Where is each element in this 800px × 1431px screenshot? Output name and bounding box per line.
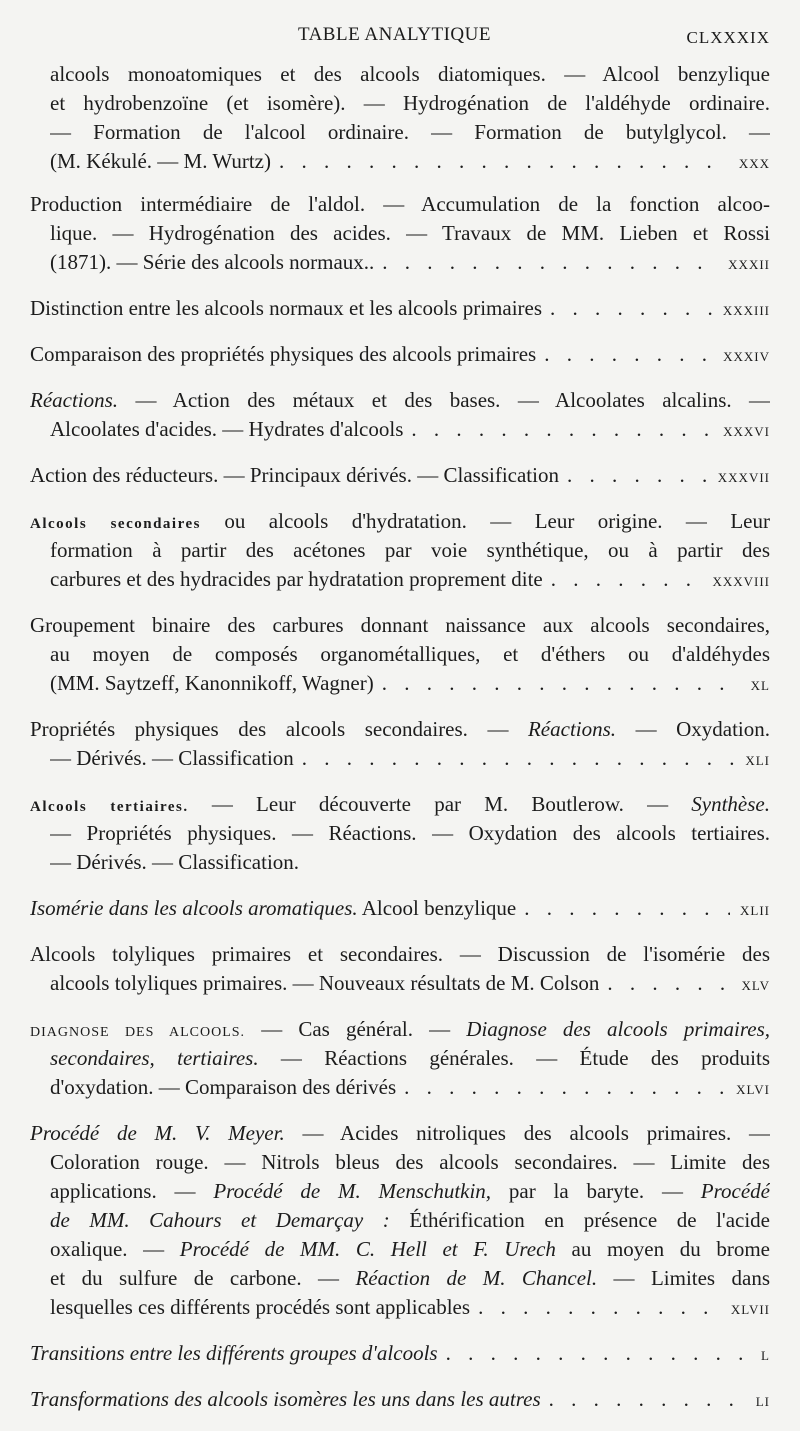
toc-line xyxy=(30,294,770,323)
table-of-contents xyxy=(0,60,800,1431)
toc-entry xyxy=(0,60,800,176)
italic-text: de MM. Cahours et Demarçay : xyxy=(50,1208,390,1232)
toc-entry xyxy=(0,386,800,444)
text-run: Action des réducteurs. — Principaux dérivés. — Classification xyxy=(30,463,559,487)
italic-text: Réaction de M. Chancel. xyxy=(355,1266,598,1290)
dot-leader xyxy=(470,1293,721,1322)
page-reference: XXXII xyxy=(728,257,770,272)
toc-entry xyxy=(0,190,800,277)
toc-line-text xyxy=(50,1177,770,1206)
text-run: applications. — xyxy=(50,1179,214,1203)
toc-line xyxy=(50,744,770,773)
text-run: par la baryte. — xyxy=(491,1179,701,1203)
toc-line xyxy=(50,219,770,248)
text-run: Distinction entre les alcools normaux et les alcools primaires xyxy=(30,296,543,320)
text-run: Groupement binaire des carbures donnant naissance aux alcools secondaires, xyxy=(30,613,770,637)
text-run: Éthérification en présence de l'acide xyxy=(389,1208,770,1232)
dot-leader xyxy=(516,894,730,923)
page-reference: XXXIII xyxy=(722,303,770,318)
italic-text: Diagnose des alcools primaires, xyxy=(466,1017,770,1041)
toc-entry xyxy=(0,507,800,594)
toc-line-text xyxy=(50,1073,396,1102)
toc-line-text xyxy=(30,715,770,744)
toc-line-text xyxy=(50,219,770,248)
toc-line-text xyxy=(50,969,599,998)
dot-leader xyxy=(374,669,741,698)
text-run: Alcool benzylique xyxy=(357,896,517,920)
toc-entry xyxy=(0,1119,800,1322)
toc-line xyxy=(50,1206,770,1235)
page-reference: XXXVIII xyxy=(712,574,770,589)
toc-line-text xyxy=(30,386,770,415)
dot-leader xyxy=(541,1385,746,1414)
italic-text: Synthèse. xyxy=(691,792,770,816)
toc-line-text xyxy=(50,565,543,594)
toc-entry xyxy=(0,790,800,877)
toc-line-text xyxy=(30,611,770,640)
toc-line xyxy=(50,848,770,877)
italic-text: Procédé xyxy=(700,1179,770,1203)
toc-line xyxy=(50,1073,770,1102)
toc-line-text xyxy=(50,118,770,147)
toc-line xyxy=(30,340,770,369)
toc-line xyxy=(50,248,770,277)
toc-entry xyxy=(0,611,800,698)
toc-line xyxy=(50,60,770,89)
toc-line xyxy=(30,790,770,819)
toc-line xyxy=(30,1119,770,1148)
text-run: carbures et des hydracides par hydratation proprement dite xyxy=(50,567,543,591)
toc-line xyxy=(30,940,770,969)
toc-line xyxy=(50,1148,770,1177)
text-run: (MM. Saytzeff, Kanonnikoff, Wagner) xyxy=(50,671,374,695)
toc-entry xyxy=(0,715,800,773)
toc-line-text xyxy=(50,1206,770,1235)
running-header xyxy=(0,24,800,54)
text-run: — Réactions générales. — Étude des produits xyxy=(258,1046,770,1070)
toc-entry xyxy=(0,1015,800,1102)
bold-heading: Alcools secondaires xyxy=(30,516,201,532)
toc-line xyxy=(50,1044,770,1073)
text-run: — Limites dans xyxy=(597,1266,770,1290)
text-run: Alcools tolyliques primaires et secondaires. — Discussion de l'isomérie des xyxy=(30,942,770,966)
bold-heading: Alcools tertiaires. xyxy=(30,799,189,815)
text-run: d'oxydation. — Comparaison des dérivés xyxy=(50,1075,397,1099)
toc-line xyxy=(50,819,770,848)
toc-line-text xyxy=(50,640,770,669)
toc-line-text xyxy=(50,669,374,698)
toc-line-text xyxy=(30,294,542,323)
toc-line xyxy=(50,969,770,998)
toc-line-text xyxy=(30,940,770,969)
dot-leader xyxy=(543,565,703,594)
page-reference: L xyxy=(761,1348,770,1363)
toc-line xyxy=(30,190,770,219)
italic-text: secondaires, tertiaires. xyxy=(50,1046,259,1070)
text-run: — Leur découverte par M. Boutlerow. — xyxy=(188,792,692,816)
page-reference: XLV xyxy=(741,978,770,993)
toc-line-text xyxy=(50,415,403,444)
toc-entry xyxy=(0,461,800,490)
toc-line-text xyxy=(30,507,770,539)
text-run: au moyen de composés organométalliques, et d'éthers ou d'aldéhydes xyxy=(50,642,770,666)
text-run: (M. Kékulé. — M. Wurtz) xyxy=(50,149,271,173)
toc-line xyxy=(30,1385,770,1414)
italic-text: Procédé de M. V. Meyer. xyxy=(30,1121,285,1145)
text-run: — Action des métaux et des bases. — Alcoolates alcalins. — xyxy=(118,388,770,412)
text-run: — Propriétés physiques. — Réactions. — Oxydation des alcools tertiaires. xyxy=(50,821,770,845)
toc-entry xyxy=(0,340,800,369)
toc-line xyxy=(30,386,770,415)
toc-line xyxy=(50,669,770,698)
text-run: et du sulfure de carbone. — xyxy=(50,1266,356,1290)
toc-line xyxy=(50,118,770,147)
toc-line-text xyxy=(50,1264,770,1293)
text-run: — Oxydation. xyxy=(616,717,770,741)
text-run: alcools tolyliques primaires. — Nouveaux résultats de M. Colson xyxy=(50,971,600,995)
dot-leader xyxy=(438,1339,751,1368)
toc-line-text xyxy=(50,248,374,277)
toc-line xyxy=(50,640,770,669)
toc-line xyxy=(50,536,770,565)
toc-line-text xyxy=(30,1385,541,1414)
text-run: Coloration rouge. — Nitrols bleus des alcools secondaires. — Limite des xyxy=(50,1150,770,1174)
toc-entry xyxy=(0,940,800,998)
toc-line-text xyxy=(30,1015,770,1047)
dot-leader xyxy=(599,969,731,998)
toc-line xyxy=(50,565,770,594)
toc-line xyxy=(30,715,770,744)
text-run: (1871). — Série des alcools normaux.. xyxy=(50,250,375,274)
toc-line-text xyxy=(30,340,536,369)
italic-text: Transitions entre les différents groupes d'alcools xyxy=(30,1341,438,1365)
toc-line-text xyxy=(50,1044,770,1073)
smallcaps-heading: DIAGNOSE DES ALCOOLS. xyxy=(30,1025,246,1040)
dot-leader xyxy=(294,744,736,773)
italic-text: Réactions. xyxy=(527,717,617,741)
text-run: lesquelles ces différents procédés sont applicables xyxy=(50,1295,471,1319)
page-reference: XXXVII xyxy=(717,470,770,485)
text-run: formation à partir des acétones par voie synthétique, ou à partir des xyxy=(50,538,770,562)
dot-leader xyxy=(271,147,729,176)
toc-line xyxy=(30,1015,770,1044)
text-run: oxalique. — xyxy=(50,1237,180,1261)
text-run: — Dérivés. — Classification. xyxy=(50,850,300,874)
dot-leader xyxy=(536,340,713,369)
dot-leader xyxy=(403,415,713,444)
dot-leader xyxy=(542,294,713,323)
toc-line-text xyxy=(50,1148,770,1177)
toc-line xyxy=(50,1264,770,1293)
page-reference: XXXIV xyxy=(723,349,770,364)
italic-text: Réactions. xyxy=(30,388,119,412)
page-reference: XXXVI xyxy=(723,424,770,439)
toc-line-text xyxy=(30,190,770,219)
toc-line xyxy=(50,1235,770,1264)
header-title: TABLE ANALYTIQUE xyxy=(298,24,491,45)
toc-entry xyxy=(0,894,800,923)
header-page-number: CLXXXIX xyxy=(686,28,770,47)
toc-line xyxy=(50,1293,770,1322)
toc-line-text xyxy=(30,894,516,923)
page-reference: XXX xyxy=(738,156,770,171)
toc-line xyxy=(50,89,770,118)
toc-line xyxy=(50,1177,770,1206)
italic-text: Isomérie dans les alcools aromatiques. xyxy=(30,896,358,920)
text-run: ou alcools d'hydratation. — Leur origine. — Leur xyxy=(200,509,770,533)
page-reference: XLI xyxy=(745,753,770,768)
toc-line-text xyxy=(30,1339,438,1368)
page-reference: XLVII xyxy=(730,1302,770,1317)
page-reference: LI xyxy=(755,1394,770,1409)
italic-text: Procédé de MM. C. Hell et F. Urech xyxy=(179,1237,556,1261)
text-run: Propriétés physiques des alcools secondaires. — xyxy=(30,717,528,741)
text-run: Alcoolates d'acides. — Hydrates d'alcools xyxy=(50,417,404,441)
toc-line xyxy=(30,1339,770,1368)
page-reference: XL xyxy=(750,678,770,693)
toc-line-text xyxy=(50,1293,470,1322)
text-run: au moyen du brome xyxy=(555,1237,770,1261)
dot-leader xyxy=(374,248,718,277)
toc-line-text xyxy=(50,1235,770,1264)
text-run: — Dérivés. — Classification xyxy=(50,746,294,770)
toc-line-text xyxy=(50,147,271,176)
toc-entry xyxy=(0,294,800,323)
toc-entry xyxy=(0,1385,800,1414)
toc-line-text xyxy=(30,790,770,822)
toc-line-text xyxy=(50,89,770,118)
text-run: — Formation de l'alcool ordinaire. — Formation de butylglycol. — xyxy=(50,120,770,144)
text-run: — Cas général. — xyxy=(245,1017,467,1041)
toc-line xyxy=(30,894,770,923)
text-run: alcools monoatomiques et des alcools diatomiques. — Alcool benzylique xyxy=(50,62,770,86)
toc-line-text xyxy=(30,461,559,490)
dot-leader xyxy=(559,461,708,490)
text-run: Comparaison des propriétés physiques des alcools primaires xyxy=(30,342,537,366)
text-run: et hydrobenzoïne (et isomère). — Hydrogénation de l'aldéhyde ordinaire. xyxy=(50,91,770,115)
dot-leader xyxy=(396,1073,726,1102)
italic-text: Transformations des alcools isomères les uns dans les autres xyxy=(30,1387,541,1411)
text-run: lique. — Hydrogénation des acides. — Travaux de MM. Lieben et Rossi xyxy=(50,221,770,245)
toc-line-text xyxy=(50,744,294,773)
toc-line xyxy=(30,611,770,640)
page-reference: XLVI xyxy=(736,1082,770,1097)
italic-text: Procédé de M. Menschutkin, xyxy=(213,1179,492,1203)
page-reference: XLII xyxy=(740,903,770,918)
toc-line xyxy=(30,507,770,536)
text-run: Production intermédiaire de l'aldol. — Accumulation de la fonction alcoo- xyxy=(30,192,770,216)
toc-line-text xyxy=(30,1119,770,1148)
toc-line xyxy=(30,461,770,490)
toc-line-text xyxy=(50,536,770,565)
toc-line-text xyxy=(50,848,299,877)
toc-line-text xyxy=(50,819,770,848)
toc-line xyxy=(50,147,770,176)
toc-line xyxy=(50,415,770,444)
text-run: — Acides nitroliques des alcools primaires. — xyxy=(284,1121,770,1145)
toc-entry xyxy=(0,1339,800,1368)
toc-line-text xyxy=(50,60,770,89)
